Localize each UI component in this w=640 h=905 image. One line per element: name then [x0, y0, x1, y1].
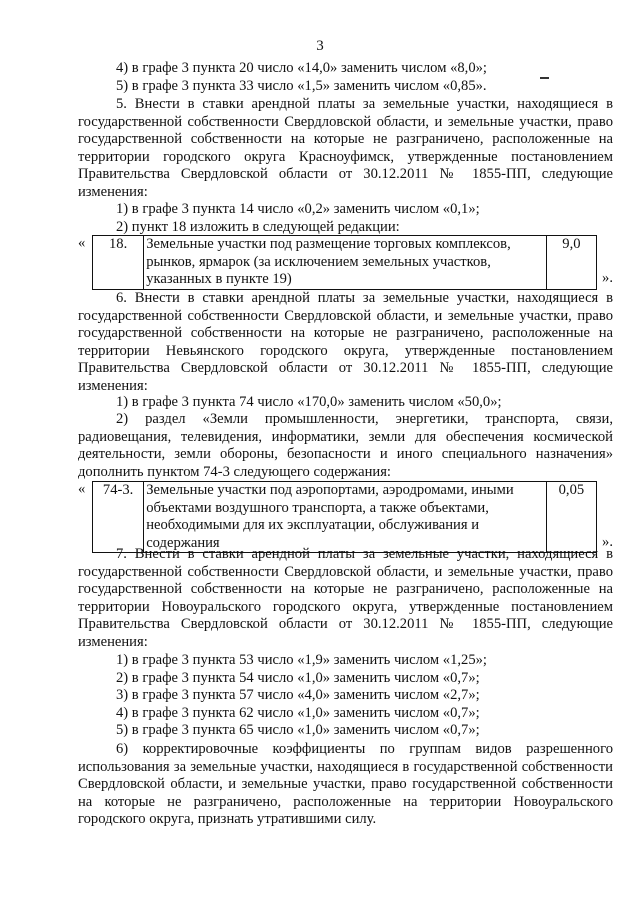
table-cell-value: 9,0 [546, 236, 596, 290]
page-number: 3 [316, 38, 324, 54]
table-cell-value: 0,05 [546, 482, 596, 553]
close-quote: ». [602, 270, 613, 286]
list-item: 5) в графе 3 пункта 33 число «1,5» заменить числом «0,85». [116, 77, 487, 94]
open-quote: « [78, 235, 86, 251]
amendment-table-74-3 [78, 481, 613, 551]
list-item: 2) пункт 18 изложить в следующей редакции: [116, 218, 400, 235]
list-item: 2) в графе 3 пункта 54 число «1,0» заменить числом «0,7»; [116, 669, 480, 686]
table-row [93, 236, 597, 290]
table-row [93, 482, 597, 553]
table-cell-description: Земельные участки под аэропортами, аэродромами, иными объектами воздушного транспорта, а также объектами, необходимыми для их эксплуатации, обслуживания и содержания [144, 482, 547, 553]
list-item: 5) в графе 3 пункта 65 число «1,0» заменить числом «0,7»; [116, 722, 480, 739]
table-cell-number: 74-3. [93, 482, 144, 553]
amendment-table-18 [78, 235, 613, 291]
paragraph-5: 5. Внести в ставки арендной платы за земельные участки, находящиеся в государственной собственности Свердловской области, и земельные участки, право государственной собственности на которые не разграничено, расположенные на территории городского округа Красноуфимск, утвержденные постановлением Правительства Свердловской области от 30.12.2011 № 1855-ПП, следующие изменения: [78, 96, 613, 200]
block-item-6-1 [78, 394, 613, 412]
close-quote: ». [602, 534, 613, 550]
block-items-7-1-5 [78, 652, 613, 740]
open-quote: « [78, 481, 86, 497]
table-cell-number: 18. [93, 236, 144, 290]
list-item: 4) в графе 3 пункта 62 число «1,0» заменить числом «0,7»; [116, 704, 480, 721]
list-item: 4) в графе 3 пункта 20 число «14,0» заменить числом «8,0»; [116, 60, 487, 76]
paragraph-7: 7. Внести в ставки арендной платы за земельные участки, находящиеся в государственной собственности Свердловской области, и земельные участки, право государственной собственности на которые не разграничено, расположенные на территории Новоуральского городского округа, утвержденные постановлением Правительства Свердловской области от 30.12.2011 № 1855-ПП, следующие изменения: [78, 546, 613, 650]
paragraph-7-6: 6) корректировочные коэффициенты по группам видов разрешенного использования за земельные участки, находящиеся в государственной собственности Свердловской области, и земельные участки, право государственной собственности на которые не разграничено, расположенные на территории Новоуральского городского округа, признать утратившими силу. [78, 741, 613, 828]
list-item: 1) в графе 3 пункта 14 число «0,2» заменить числом «0,1»; [116, 201, 480, 217]
list-item: 1) в графе 3 пункта 74 число «170,0» заменить числом «50,0»; [116, 394, 502, 410]
block-items-5-1-2 [78, 201, 613, 236]
table-74-3 [92, 481, 597, 553]
block-items-4-5 [78, 60, 613, 95]
table-cell-description: Земельные участки под размещение торговых комплексов, рынков, ярмарок (за исключением земельных участков, указанных в пункте 19) [144, 236, 547, 290]
table-18 [92, 235, 597, 290]
list-item: 1) в графе 3 пункта 53 число «1,9» заменить числом «1,25»; [116, 652, 487, 668]
paragraph-6: 6. Внести в ставки арендной платы за земельные участки, находящиеся в государственной собственности Свердловской области, и земельные участки, право государственной собственности на которые не разграничено, расположенные на территории Невьянского городского округа, утвержденные постановлением Правительства Свердловской области от 30.12.2011 № 1855-ПП, следующие изменения: [78, 290, 613, 394]
list-item: 3) в графе 3 пункта 57 число «4,0» заменить числом «2,7»; [116, 687, 480, 704]
paragraph-6-2: 2) раздел «Земли промышленности, энергетики, транспорта, связи, радиовещания, телевидения, информатики, земли для обеспечения космической деятельности, земли обороны, безопасности и иного специального назначения» дополнить пунктом 74-3 следующего содержания: [78, 411, 613, 480]
